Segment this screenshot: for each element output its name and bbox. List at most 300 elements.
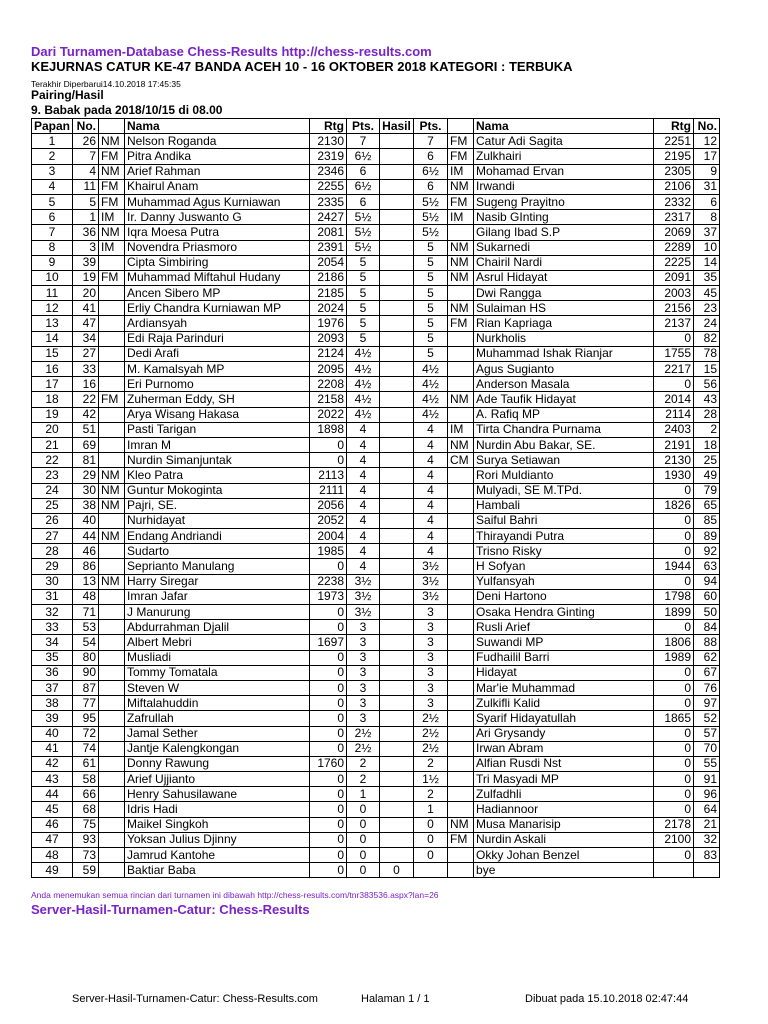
result-cell	[380, 362, 414, 377]
table-row	[32, 772, 720, 787]
white-name-cell: Ancen Sibero MP	[125, 286, 310, 301]
result-cell	[380, 589, 414, 604]
table-row	[32, 453, 720, 468]
result-cell	[380, 772, 414, 787]
white-pts-cell: 3	[347, 650, 380, 665]
white-no-cell: 26	[73, 134, 99, 149]
white-name-cell: Sudarto	[125, 544, 310, 559]
black-title-cell	[448, 377, 474, 392]
black-title-cell	[448, 498, 474, 513]
black-no-cell: 15	[694, 362, 720, 377]
black-rtg-cell: 2217	[654, 362, 694, 377]
white-name-cell: Jamrud Kantohe	[125, 848, 310, 863]
black-pts-cell: 1½	[414, 772, 448, 787]
board-cell: 12	[32, 301, 73, 316]
col-name-black: Nama	[474, 119, 654, 134]
white-pts-cell: 4	[347, 529, 380, 544]
black-no-cell: 62	[694, 650, 720, 665]
white-rtg-cell: 0	[310, 711, 347, 726]
black-name-cell: Musa Manarisip	[474, 817, 654, 832]
server-title: Server-Hasil-Turnamen-Catur: Chess-Results	[31, 902, 310, 917]
black-title-cell	[448, 848, 474, 863]
white-title-cell	[99, 772, 125, 787]
white-rtg-cell: 0	[310, 741, 347, 756]
white-name-cell: Cipta Simbiring	[125, 255, 310, 270]
black-name-cell: Syarif Hidayatullah	[474, 711, 654, 726]
table-row	[32, 817, 720, 832]
white-title-cell	[99, 620, 125, 635]
black-rtg-cell: 0	[654, 483, 694, 498]
white-no-cell: 33	[73, 362, 99, 377]
black-title-cell	[448, 756, 474, 771]
black-name-cell: Surya Setiawan	[474, 453, 654, 468]
black-title-cell: NM	[448, 255, 474, 270]
black-name-cell: Catur Adi Sagita	[474, 134, 654, 149]
white-name-cell: Imran Jafar	[125, 589, 310, 604]
black-rtg-cell: 1865	[654, 711, 694, 726]
white-name-cell: Eri Purnomo	[125, 377, 310, 392]
black-name-cell: Nurdin Askali	[474, 832, 654, 847]
white-no-cell: 61	[73, 756, 99, 771]
white-title-cell: NM	[99, 574, 125, 589]
col-result: Hasil	[380, 119, 414, 134]
white-pts-cell: 3	[347, 696, 380, 711]
table-row	[32, 650, 720, 665]
black-name-cell: Hadiannoor	[474, 802, 654, 817]
white-title-cell	[99, 316, 125, 331]
black-title-cell	[448, 605, 474, 620]
white-no-cell: 11	[73, 179, 99, 194]
white-no-cell: 36	[73, 225, 99, 240]
white-title-cell	[99, 741, 125, 756]
white-name-cell: Arief Rahman	[125, 164, 310, 179]
table-row	[32, 529, 720, 544]
table-row	[32, 210, 720, 225]
white-no-cell: 95	[73, 711, 99, 726]
result-cell	[380, 392, 414, 407]
table-row	[32, 589, 720, 604]
white-title-cell	[99, 331, 125, 346]
result-cell	[380, 787, 414, 802]
white-rtg-cell: 2124	[310, 346, 347, 361]
black-pts-cell: 0	[414, 832, 448, 847]
white-no-cell: 44	[73, 529, 99, 544]
table-row	[32, 286, 720, 301]
black-name-cell: Nasib GInting	[474, 210, 654, 225]
board-cell: 33	[32, 620, 73, 635]
white-no-cell: 90	[73, 665, 99, 680]
black-rtg-cell: 0	[654, 574, 694, 589]
table-row	[32, 392, 720, 407]
white-no-cell: 19	[73, 270, 99, 285]
black-name-cell: Hambali	[474, 498, 654, 513]
black-no-cell: 12	[694, 134, 720, 149]
black-pts-cell: 6½	[414, 164, 448, 179]
black-title-cell: IM	[448, 164, 474, 179]
black-title-cell	[448, 513, 474, 528]
white-name-cell: Erliy Chandra Kurniawan MP	[125, 301, 310, 316]
white-name-cell: Seprianto Manulang	[125, 559, 310, 574]
black-no-cell: 56	[694, 377, 720, 392]
board-cell: 14	[32, 331, 73, 346]
white-no-cell: 5	[73, 194, 99, 209]
board-cell: 27	[32, 529, 73, 544]
black-name-cell: bye	[474, 863, 654, 878]
result-cell	[380, 605, 414, 620]
black-rtg-cell: 2225	[654, 255, 694, 270]
white-pts-cell: 5	[347, 331, 380, 346]
page-footer-left: Server-Hasil-Turnamen-Catur: Chess-Results.com	[72, 993, 318, 1005]
white-no-cell: 51	[73, 422, 99, 437]
black-rtg-cell: 0	[654, 377, 694, 392]
black-pts-cell: 0	[414, 817, 448, 832]
white-pts-cell: 0	[347, 848, 380, 863]
white-name-cell: Arief Ujjianto	[125, 772, 310, 787]
white-pts-cell: 6½	[347, 149, 380, 164]
white-title-cell	[99, 848, 125, 863]
black-name-cell: Rori Muldianto	[474, 468, 654, 483]
white-name-cell: Ardiansyah	[125, 316, 310, 331]
result-cell	[380, 240, 414, 255]
black-no-cell: 52	[694, 711, 720, 726]
white-rtg-cell: 2054	[310, 255, 347, 270]
white-no-cell: 86	[73, 559, 99, 574]
white-title-cell: NM	[99, 225, 125, 240]
result-cell	[380, 286, 414, 301]
white-pts-cell: 6	[347, 164, 380, 179]
table-row	[32, 620, 720, 635]
white-pts-cell: 5½	[347, 225, 380, 240]
black-pts-cell: 6	[414, 149, 448, 164]
white-title-cell	[99, 756, 125, 771]
black-pts-cell: 5	[414, 346, 448, 361]
result-cell	[380, 270, 414, 285]
white-pts-cell: 5	[347, 255, 380, 270]
black-rtg-cell: 2106	[654, 179, 694, 194]
black-rtg-cell: 0	[654, 756, 694, 771]
black-title-cell	[448, 559, 474, 574]
black-no-cell: 43	[694, 392, 720, 407]
board-cell: 11	[32, 286, 73, 301]
table-row	[32, 316, 720, 331]
black-no-cell: 92	[694, 544, 720, 559]
white-pts-cell: 4½	[347, 392, 380, 407]
white-name-cell: Nurhidayat	[125, 513, 310, 528]
white-rtg-cell: 2319	[310, 149, 347, 164]
white-rtg-cell: 2186	[310, 270, 347, 285]
black-title-cell: IM	[448, 210, 474, 225]
col-title-white	[99, 119, 125, 134]
white-pts-cell: 3	[347, 635, 380, 650]
result-cell	[380, 422, 414, 437]
black-rtg-cell: 1930	[654, 468, 694, 483]
black-pts-cell: 4½	[414, 377, 448, 392]
white-pts-cell: 4	[347, 422, 380, 437]
white-no-cell: 42	[73, 407, 99, 422]
white-pts-cell: 1	[347, 787, 380, 802]
black-no-cell: 82	[694, 331, 720, 346]
black-pts-cell: 4	[414, 529, 448, 544]
board-cell: 17	[32, 377, 73, 392]
white-title-cell	[99, 377, 125, 392]
black-no-cell: 94	[694, 574, 720, 589]
black-name-cell: Okky Johan Benzel	[474, 848, 654, 863]
black-no-cell: 37	[694, 225, 720, 240]
black-title-cell	[448, 696, 474, 711]
tournament-link-note[interactable]: Anda menemukan semua rincian dari turnamen ini dibawah http://chess-results.com/tnr383536.aspx?lan=26	[31, 890, 439, 900]
white-no-cell: 7	[73, 149, 99, 164]
white-name-cell: Muhammad Miftahul Hudany	[125, 270, 310, 285]
black-no-cell: 6	[694, 194, 720, 209]
white-no-cell: 40	[73, 513, 99, 528]
black-rtg-cell: 2251	[654, 134, 694, 149]
board-cell: 8	[32, 240, 73, 255]
white-title-cell	[99, 665, 125, 680]
black-no-cell: 45	[694, 286, 720, 301]
board-cell: 1	[32, 134, 73, 149]
white-name-cell: M. Kamalsyah MP	[125, 362, 310, 377]
black-name-cell: Sukarnedi	[474, 240, 654, 255]
black-name-cell: Trisno Risky	[474, 544, 654, 559]
tournament-title: KEJURNAS CATUR KE-47 BANDA ACEH 10 - 16 OKTOBER 2018 KATEGORI : TERBUKA	[31, 59, 573, 74]
result-cell	[380, 665, 414, 680]
result-cell	[380, 848, 414, 863]
table-row	[32, 711, 720, 726]
white-rtg-cell: 2346	[310, 164, 347, 179]
result-cell	[380, 513, 414, 528]
white-rtg-cell: 0	[310, 605, 347, 620]
black-pts-cell: 4	[414, 483, 448, 498]
result-cell	[380, 696, 414, 711]
black-pts-cell: 5	[414, 255, 448, 270]
white-title-cell: FM	[99, 194, 125, 209]
black-rtg-cell: 0	[654, 772, 694, 787]
white-title-cell	[99, 544, 125, 559]
black-title-cell	[448, 726, 474, 741]
white-title-cell	[99, 817, 125, 832]
black-name-cell: Sugeng Prayitno	[474, 194, 654, 209]
white-title-cell	[99, 255, 125, 270]
col-rtg-white: Rtg	[310, 119, 347, 134]
white-no-cell: 75	[73, 817, 99, 832]
black-title-cell: NM	[448, 179, 474, 194]
black-title-cell	[448, 529, 474, 544]
black-title-cell	[448, 863, 474, 878]
white-pts-cell: 5	[347, 270, 380, 285]
white-title-cell	[99, 407, 125, 422]
white-name-cell: Ir. Danny Juswanto G	[125, 210, 310, 225]
white-no-cell: 22	[73, 392, 99, 407]
white-name-cell: Baktiar Baba	[125, 863, 310, 878]
black-name-cell: Irwan Abram	[474, 741, 654, 756]
white-no-cell: 1	[73, 210, 99, 225]
white-rtg-cell: 1760	[310, 756, 347, 771]
white-rtg-cell: 0	[310, 726, 347, 741]
board-cell: 13	[32, 316, 73, 331]
white-title-cell: FM	[99, 149, 125, 164]
black-pts-cell: 3	[414, 620, 448, 635]
black-rtg-cell: 2403	[654, 422, 694, 437]
black-rtg-cell: 2332	[654, 194, 694, 209]
black-rtg-cell: 2195	[654, 149, 694, 164]
black-no-cell: 25	[694, 453, 720, 468]
black-name-cell: Rian Kapriaga	[474, 316, 654, 331]
black-no-cell: 24	[694, 316, 720, 331]
white-pts-cell: 4½	[347, 346, 380, 361]
black-no-cell: 21	[694, 817, 720, 832]
board-cell: 49	[32, 863, 73, 878]
result-cell	[380, 255, 414, 270]
board-cell: 34	[32, 635, 73, 650]
result-cell	[380, 559, 414, 574]
result-cell	[380, 301, 414, 316]
board-cell: 3	[32, 164, 73, 179]
black-no-cell: 9	[694, 164, 720, 179]
white-rtg-cell: 0	[310, 772, 347, 787]
white-title-cell	[99, 832, 125, 847]
black-no-cell: 67	[694, 665, 720, 680]
white-pts-cell: 5½	[347, 210, 380, 225]
board-cell: 40	[32, 726, 73, 741]
black-rtg-cell: 0	[654, 787, 694, 802]
white-no-cell: 46	[73, 544, 99, 559]
result-cell	[380, 149, 414, 164]
black-title-cell	[448, 286, 474, 301]
board-cell: 15	[32, 346, 73, 361]
white-pts-cell: 3	[347, 680, 380, 695]
table-row	[32, 544, 720, 559]
white-no-cell: 58	[73, 772, 99, 787]
black-title-cell	[448, 544, 474, 559]
black-no-cell: 78	[694, 346, 720, 361]
table-row	[32, 848, 720, 863]
result-cell	[380, 210, 414, 225]
white-name-cell: Miftalahuddin	[125, 696, 310, 711]
black-no-cell: 57	[694, 726, 720, 741]
last-updated: Terakhir Diperbarui14.10.2018 17:45:35	[31, 79, 181, 89]
black-title-cell	[448, 468, 474, 483]
black-name-cell: Dwi Rangga	[474, 286, 654, 301]
table-row	[32, 194, 720, 209]
board-cell: 47	[32, 832, 73, 847]
white-pts-cell: 5	[347, 286, 380, 301]
white-pts-cell: 2	[347, 772, 380, 787]
white-pts-cell: 4	[347, 559, 380, 574]
white-name-cell: Tommy Tomatala	[125, 665, 310, 680]
result-cell	[380, 635, 414, 650]
black-name-cell: Sulaiman HS	[474, 301, 654, 316]
black-rtg-cell: 2178	[654, 817, 694, 832]
pairings-table	[31, 118, 720, 878]
white-rtg-cell: 0	[310, 620, 347, 635]
black-pts-cell: 4	[414, 498, 448, 513]
white-pts-cell: 4	[347, 437, 380, 452]
board-cell: 7	[32, 225, 73, 240]
white-name-cell: Endang Andriandi	[125, 529, 310, 544]
white-title-cell	[99, 696, 125, 711]
table-row	[32, 468, 720, 483]
table-row	[32, 559, 720, 574]
white-name-cell: Zafrullah	[125, 711, 310, 726]
black-title-cell	[448, 346, 474, 361]
black-name-cell: Fudhailil Barri	[474, 650, 654, 665]
white-rtg-cell: 0	[310, 559, 347, 574]
white-rtg-cell: 0	[310, 650, 347, 665]
black-title-cell: NM	[448, 240, 474, 255]
result-cell	[380, 377, 414, 392]
white-no-cell: 71	[73, 605, 99, 620]
white-pts-cell: 2½	[347, 726, 380, 741]
result-cell	[380, 650, 414, 665]
white-title-cell	[99, 301, 125, 316]
white-pts-cell: 0	[347, 863, 380, 878]
black-title-cell	[448, 331, 474, 346]
black-name-cell: Saiful Bahri	[474, 513, 654, 528]
table-row	[32, 863, 720, 878]
black-pts-cell: 5½	[414, 194, 448, 209]
board-cell: 44	[32, 787, 73, 802]
white-rtg-cell: 2158	[310, 392, 347, 407]
white-no-cell: 72	[73, 726, 99, 741]
white-rtg-cell: 2391	[310, 240, 347, 255]
black-rtg-cell: 2191	[654, 437, 694, 452]
white-pts-cell: 4	[347, 544, 380, 559]
table-row	[32, 832, 720, 847]
black-rtg-cell: 0	[654, 529, 694, 544]
white-name-cell: Henry Sahusilawane	[125, 787, 310, 802]
black-rtg-cell: 1826	[654, 498, 694, 513]
white-no-cell: 34	[73, 331, 99, 346]
white-title-cell	[99, 635, 125, 650]
black-pts-cell: 4	[414, 422, 448, 437]
white-name-cell: Pitra Andika	[125, 149, 310, 164]
black-pts-cell: 3	[414, 650, 448, 665]
white-title-cell: NM	[99, 498, 125, 513]
black-title-cell	[448, 787, 474, 802]
white-title-cell	[99, 422, 125, 437]
result-cell	[380, 225, 414, 240]
table-row	[32, 301, 720, 316]
black-pts-cell: 3	[414, 680, 448, 695]
white-pts-cell: 0	[347, 817, 380, 832]
board-cell: 9	[32, 255, 73, 270]
black-title-cell: NM	[448, 392, 474, 407]
result-cell	[380, 316, 414, 331]
white-no-cell: 27	[73, 346, 99, 361]
source-link[interactable]: Dari Turnamen-Database Chess-Results http://chess-results.com	[31, 44, 432, 59]
white-title-cell	[99, 346, 125, 361]
black-name-cell: Tirta Chandra Purnama	[474, 422, 654, 437]
board-cell: 19	[32, 407, 73, 422]
result-cell	[380, 437, 414, 452]
board-cell: 36	[32, 665, 73, 680]
white-name-cell: Harry Siregar	[125, 574, 310, 589]
black-title-cell: NM	[448, 817, 474, 832]
black-name-cell: Nurkholis	[474, 331, 654, 346]
result-cell	[380, 817, 414, 832]
table-row	[32, 605, 720, 620]
table-row	[32, 270, 720, 285]
black-no-cell: 50	[694, 605, 720, 620]
black-pts-cell: 3	[414, 665, 448, 680]
black-no-cell: 2	[694, 422, 720, 437]
result-cell	[380, 346, 414, 361]
result-cell	[380, 544, 414, 559]
black-title-cell: IM	[448, 422, 474, 437]
white-rtg-cell: 2185	[310, 286, 347, 301]
white-title-cell: IM	[99, 210, 125, 225]
black-name-cell: Alfian Rusdi Nst	[474, 756, 654, 771]
